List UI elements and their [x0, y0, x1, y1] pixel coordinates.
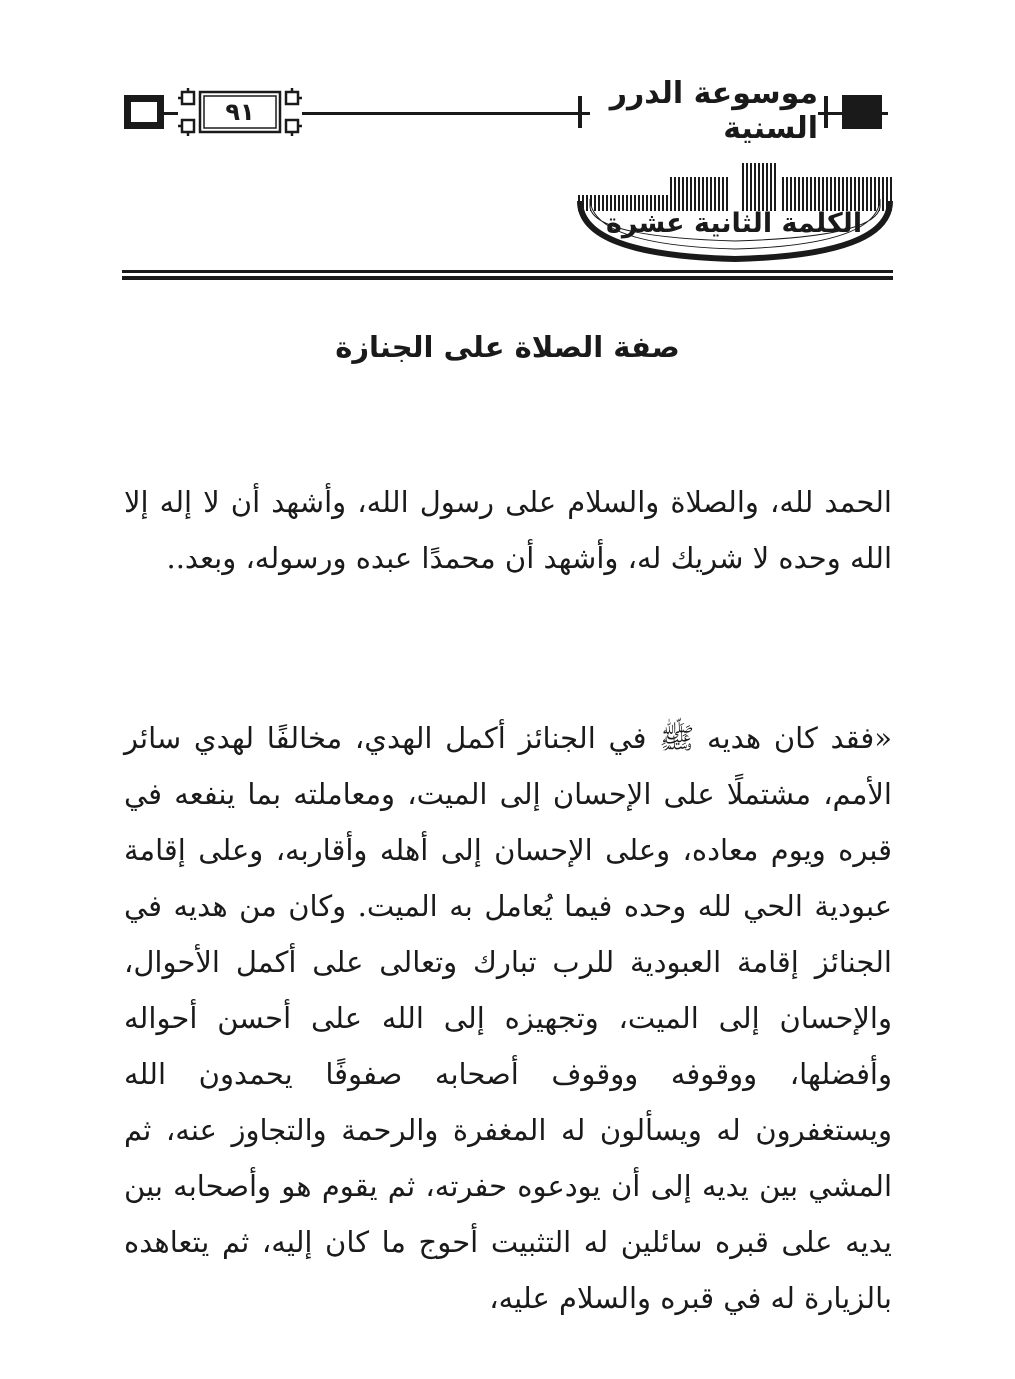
header-bar-left	[578, 96, 582, 128]
header-rule-top	[122, 270, 893, 273]
paragraph-main: «فقد كان هديه ﷺ في الجنائز أكمل الهدي، مخالفًا لهدي سائر الأمم، مشتملًا على الإحسان إلى الميت، ومعاملته بما ينفعه في قبره ويوم معاده، وعلى الإحسان إلى أهله وأقاربه، وعلى إقامة عبودية الحي لله وحده فيما يُعامل به الميت. وكان من هديه في الجنائز إقامة العبودية للرب تبارك وتعالى على أكمل الأحوال، والإحسان إلى الميت، وتجهيزه إلى الله على أحسن أحواله وأفضلها، ووقوفه ووقوف أصحابه صفوفًا يحمدون الله ويستغفرون له ويسألون له المغفرة والرحمة والتجاوز عنه، ثم المشي بين يديه إلى أن يودعوه حفرته، ثم يقوم هو وأصحابه بين يديه على قبره سائلين له التثبيت أحوج ما كان إليه، ثم يتعاهده بالزيارة له في قبره والسلام عليه،	[124, 721, 892, 1315]
header-bar-right	[824, 96, 828, 128]
series-title-logo: موسوعة الدرر السنية	[590, 84, 818, 138]
header-rule-bottom	[122, 276, 893, 280]
header-square-outline	[124, 95, 164, 129]
header-square-filled	[842, 95, 882, 129]
article-title: صفة الصلاة على الجنازة	[335, 330, 680, 364]
paragraph-intro: الحمد لله، والصلاة والسلام على رسول الله، وأشهد أن لا إله إلا الله وحده لا شريك له، وأشهد أن محمدًا عبده ورسوله، وبعد..	[124, 485, 892, 575]
section-label: الكلمة الثانية عشرة	[605, 207, 863, 239]
page-number: ٩١	[225, 98, 255, 126]
